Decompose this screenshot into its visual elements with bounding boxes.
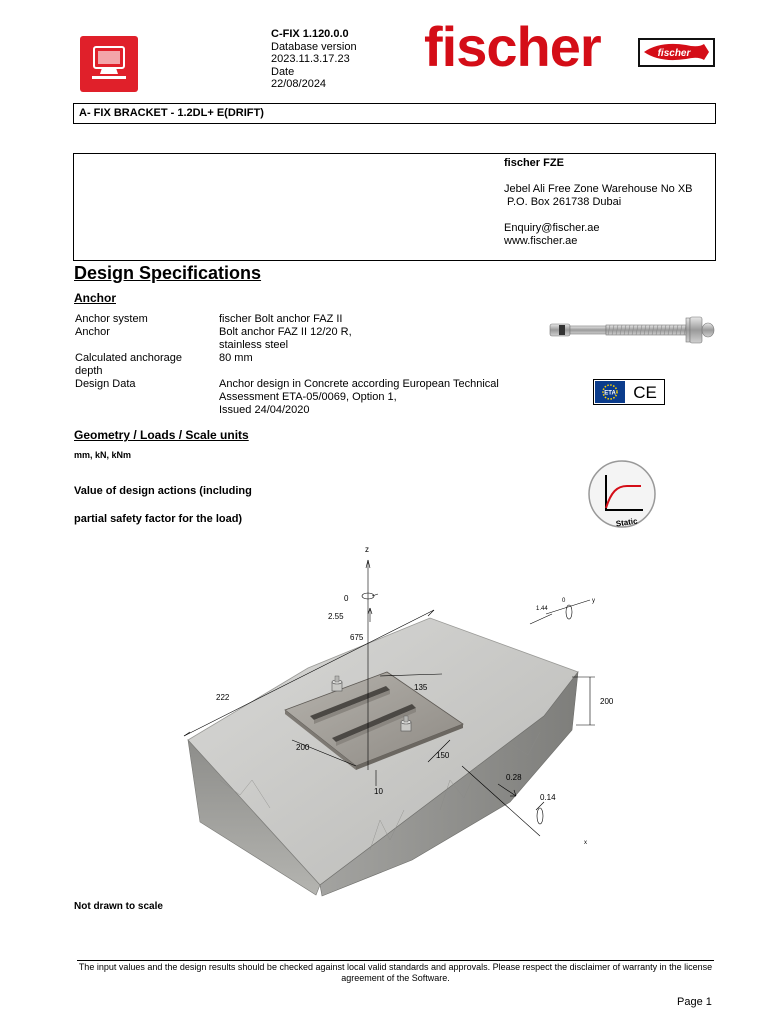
address-block — [504, 157, 693, 248]
anchor-heading: Anchor — [74, 291, 116, 305]
app-logo-icon — [80, 36, 138, 92]
spec-value-design-data-1: Anchor design in Concrete according European Technical — [219, 378, 499, 390]
spec-value-design-data-2: Assessment ETA-05/0069, Option 1, — [219, 391, 397, 403]
spec-label-design-data: Design Data — [75, 378, 136, 390]
date-label: Date — [271, 65, 295, 78]
not-to-scale-note: Not drawn to scale — [74, 901, 163, 912]
header-info — [271, 28, 357, 91]
spec-value-design-data-3: Issued 24/04/2020 — [219, 404, 310, 416]
dim-222-label: 222 — [216, 693, 230, 702]
spec-value-anchor-system: fischer Bolt anchor FAZ II — [219, 313, 343, 325]
geometry-heading: Geometry / Loads / Scale units — [74, 428, 249, 442]
dim-200-plate-label: 200 — [296, 743, 310, 752]
fischer-fish-badge — [638, 38, 715, 67]
spec-value-depth: 80 mm — [219, 352, 253, 364]
page-number: Page 1 — [677, 996, 712, 1008]
axis-y-label: y — [592, 598, 595, 604]
company-name: fischer FZE — [504, 157, 564, 169]
footer-divider — [77, 960, 714, 961]
date-value: 22/08/2024 — [271, 78, 327, 90]
force-y-label: 1.44 — [536, 606, 548, 612]
moment-z-label: 0 — [344, 594, 349, 603]
spec-label-depth: Calculated anchorage — [75, 352, 183, 364]
moment-y-label: 0 — [562, 598, 566, 604]
spec-label-anchor: Anchor — [75, 326, 110, 338]
spec-label-depth-2: depth — [75, 365, 103, 377]
force-x-label: 0.28 — [506, 773, 522, 782]
footer-disclaimer: The input values and the design results should be checked against local valid standards and approvals. Please respect the disclaimer of warranty in the license agreement of the Software. — [78, 962, 713, 983]
spec-value-anchor-material: stainless steel — [219, 339, 289, 351]
ce-mark-icon: CE — [633, 383, 657, 402]
anchor-plate-diagram — [180, 540, 612, 900]
dim-200-height-label: 200 — [600, 697, 614, 706]
dim-150-label: 150 — [436, 751, 450, 760]
website: www.fischer.ae — [504, 235, 578, 247]
address-box — [73, 153, 716, 261]
units-text: mm, kN, kNm — [74, 450, 132, 460]
fischer-logo: fischer — [424, 15, 601, 78]
design-spec-heading: Design Specifications — [74, 263, 262, 283]
design-actions-line-2: partial safety factor for the load) — [74, 513, 243, 525]
static-load-icon — [587, 458, 657, 533]
moment-x-label: 0.14 — [540, 793, 556, 802]
spec-value-anchor: Bolt anchor FAZ II 12/20 R, — [219, 326, 352, 338]
static-label: Static — [615, 516, 639, 529]
address-line-2: P.O. Box 261738 Dubai — [504, 196, 622, 208]
badge-text: fischer — [657, 48, 691, 59]
address-line-1: Jebel Ali Free Zone Warehouse No XB — [504, 183, 693, 195]
axis-x-label: x — [584, 840, 587, 846]
project-title: A- FIX BRACKET - 1.2DL+ E(DRIFT) — [73, 103, 716, 124]
dim-135-label: 135 — [414, 683, 428, 692]
dim-10-label: 10 — [374, 787, 383, 796]
spec-label-anchor-system: Anchor system — [75, 313, 148, 325]
db-version-label: Database version — [271, 40, 357, 53]
design-actions-line-1: Value of design actions (including — [74, 485, 252, 497]
certification-marks — [593, 379, 665, 405]
axis-z-label: z — [365, 545, 369, 554]
email: Enquiry@fischer.ae — [504, 222, 600, 234]
force-z-label: 2.55 — [328, 612, 344, 621]
svg-text:ETA: ETA — [604, 390, 616, 397]
db-version-value: 2023.11.3.17.23 — [271, 53, 350, 65]
bolt-anchor-image — [546, 312, 716, 352]
dim-675-label: 675 — [350, 633, 364, 642]
product-version: C-FIX 1.120.0.0 — [271, 28, 349, 40]
